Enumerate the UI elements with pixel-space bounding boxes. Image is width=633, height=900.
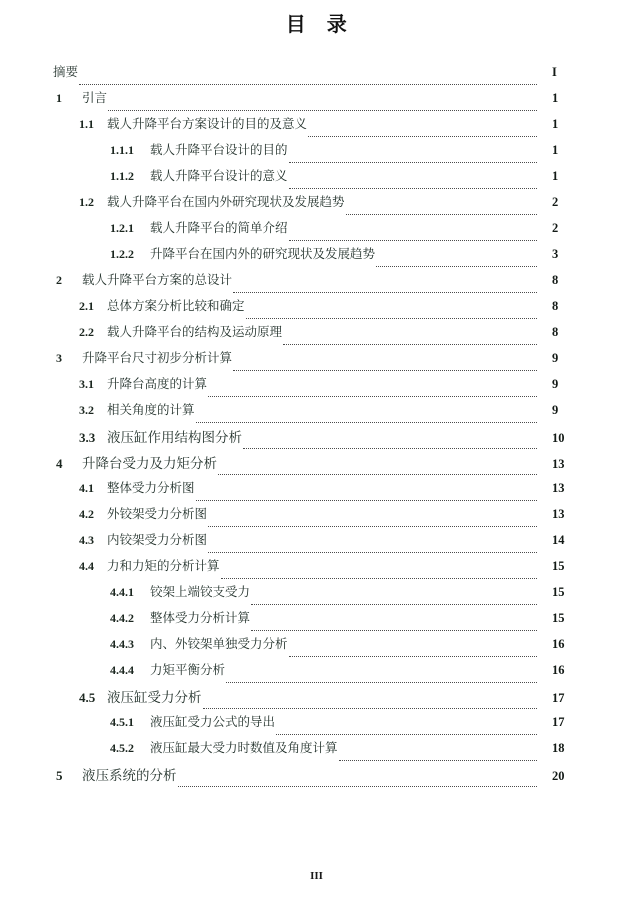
- toc-entry[interactable]: [0, 296, 633, 322]
- toc-entry-page-number: 14: [552, 533, 565, 547]
- toc-entry-number: 4.1: [79, 481, 94, 495]
- toc-leader-dots: [346, 213, 537, 215]
- toc-entry-number: 2: [56, 273, 62, 287]
- toc-entry-page-number: 1: [552, 117, 559, 131]
- toc-entry-label: 外铰架受力分析图: [107, 507, 208, 521]
- toc-entry-number: 3: [56, 351, 62, 365]
- toc-leader-dots: [251, 629, 537, 631]
- toc-entry-page-number: 15: [552, 611, 565, 625]
- toc-entry[interactable]: [0, 374, 633, 400]
- toc-entry-label: 液压缸受力公式的导出: [150, 715, 276, 729]
- toc-entry-page-number: I: [552, 65, 557, 79]
- toc-entry-page-number: 9: [552, 377, 559, 391]
- toc-entry[interactable]: [0, 166, 633, 192]
- toc-entry-number: 2.1: [79, 299, 94, 313]
- toc-entry[interactable]: [0, 686, 633, 712]
- toc-entry-number: 4.4.2: [110, 611, 134, 625]
- toc-entry-label: 液压系统的分析: [82, 768, 177, 783]
- toc-entry-label: 升降平台在国内外的研究现状及发展趋势: [150, 247, 376, 261]
- toc-entry-number: 1.1.2: [110, 169, 134, 183]
- toc-entry-label: 升降平台尺寸初步分析计算: [82, 351, 233, 365]
- toc-entry-number: 1: [56, 91, 62, 105]
- toc-entry-label: 整体受力分析计算: [150, 611, 251, 625]
- toc-entry-page-number: 8: [552, 325, 559, 339]
- toc-entry[interactable]: [0, 218, 633, 244]
- toc-entry-label: 力矩平衡分析: [150, 663, 226, 677]
- toc-entry[interactable]: [0, 634, 633, 660]
- toc-entry-page-number: 18: [552, 741, 565, 755]
- toc-entry-label: 引言: [82, 91, 108, 105]
- toc-entry-page-number: 2: [552, 195, 559, 209]
- toc-entry-number: 4.4.3: [110, 637, 134, 651]
- toc-entry-page-number: 10: [552, 431, 565, 445]
- toc-entry-number: 4.4: [79, 559, 94, 573]
- toc-entry-number: 1.2: [79, 195, 94, 209]
- toc-entry-page-number: 20: [552, 769, 565, 783]
- toc-entry[interactable]: [0, 764, 633, 790]
- toc-entry[interactable]: [0, 712, 633, 738]
- toc-leader-dots: [196, 421, 537, 423]
- toc-entry[interactable]: [0, 270, 633, 296]
- toc-entry-label: 内、外铰架单独受力分析: [150, 637, 288, 651]
- toc-entry[interactable]: [0, 322, 633, 348]
- toc-entry-page-number: 1: [552, 143, 559, 157]
- toc-entry[interactable]: [0, 348, 633, 374]
- toc-entry[interactable]: [0, 62, 633, 88]
- toc-leader-dots: [79, 83, 537, 85]
- toc-entry-number: 4.5.2: [110, 741, 134, 755]
- page-folio: III: [310, 870, 323, 882]
- toc-entry[interactable]: [0, 478, 633, 504]
- table-of-contents: [0, 62, 633, 790]
- toc-entry-number: 3.1: [79, 377, 94, 391]
- toc-entry[interactable]: [0, 738, 633, 764]
- toc-leader-dots: [203, 707, 538, 709]
- toc-leader-dots: [208, 551, 537, 553]
- toc-entry-label: 内铰架受力分析图: [107, 533, 208, 547]
- toc-entry-page-number: 8: [552, 273, 559, 287]
- toc-entry-number: 4.4.1: [110, 585, 134, 599]
- toc-entry-number: 1.1: [79, 117, 94, 131]
- toc-leader-dots: [289, 655, 537, 657]
- toc-entry-number: 4.3: [79, 533, 94, 547]
- toc-entry-page-number: 3: [552, 247, 559, 261]
- toc-entry-page-number: 13: [552, 507, 565, 521]
- toc-leader-dots: [208, 395, 537, 397]
- toc-entry-label: 载人升降平台在国内外研究现状及发展趋势: [107, 195, 345, 209]
- toc-leader-dots: [233, 291, 537, 293]
- toc-leader-dots: [308, 135, 537, 137]
- toc-entry-number: 5: [56, 768, 63, 783]
- toc-entry-label: 整体受力分析图: [107, 481, 195, 495]
- toc-entry-number: 4.5.1: [110, 715, 134, 729]
- toc-entry-label: 液压缸作用结构图分析: [107, 430, 242, 445]
- toc-leader-dots: [289, 239, 537, 241]
- toc-entry-page-number: 9: [552, 403, 559, 417]
- toc-leader-dots: [246, 317, 537, 319]
- toc-entry-label: 载人升降平台设计的目的: [150, 143, 288, 157]
- toc-entry-label: 升降台受力及力矩分析: [82, 456, 217, 471]
- toc-entry-label: 铰架上端铰支受力: [150, 585, 251, 599]
- toc-entry[interactable]: [0, 426, 633, 452]
- toc-entry[interactable]: [0, 88, 633, 114]
- toc-leader-dots: [178, 785, 538, 787]
- toc-leader-dots: [289, 187, 537, 189]
- toc-leader-dots: [233, 369, 537, 371]
- toc-entry[interactable]: [0, 556, 633, 582]
- toc-entry-number: 4.5: [79, 690, 96, 705]
- toc-entry-page-number: 8: [552, 299, 559, 313]
- toc-leader-dots: [218, 473, 537, 475]
- toc-leader-dots: [226, 681, 537, 683]
- toc-entry-number: 4.4.4: [110, 663, 134, 677]
- toc-entry-label: 载人升降平台设计的意义: [150, 169, 288, 183]
- toc-leader-dots: [289, 161, 537, 163]
- toc-entry-page-number: 1: [552, 169, 559, 183]
- toc-entry-number: 4: [56, 456, 63, 471]
- toc-entry-page-number: 17: [552, 715, 565, 729]
- toc-leader-dots: [276, 733, 537, 735]
- toc-entry-number: 1.1.1: [110, 143, 134, 157]
- toc-entry[interactable]: [0, 504, 633, 530]
- toc-entry-number: 3.2: [79, 403, 94, 417]
- toc-leader-dots: [196, 499, 537, 501]
- toc-entry-number: 2.2: [79, 325, 94, 339]
- toc-leader-dots: [108, 109, 537, 111]
- toc-entry-label: 载人升降平台方案设计的目的及意义: [107, 117, 308, 131]
- toc-entry-page-number: 17: [552, 691, 565, 705]
- toc-entry-label: 液压缸最大受力时数值及角度计算: [150, 741, 338, 755]
- toc-leader-dots: [251, 603, 537, 605]
- toc-leader-dots: [208, 525, 537, 527]
- toc-entry[interactable]: [0, 192, 633, 218]
- toc-entry[interactable]: [0, 608, 633, 634]
- toc-entry-number: 1.2.1: [110, 221, 134, 235]
- toc-entry-number: 3.3: [79, 430, 96, 445]
- toc-entry[interactable]: [0, 530, 633, 556]
- toc-entry-label: 力和力矩的分析计算: [107, 559, 220, 573]
- toc-entry-number: 4.2: [79, 507, 94, 521]
- toc-entry-page-number: 1: [552, 91, 559, 105]
- page-title: 目 录: [285, 14, 348, 36]
- toc-entry-page-number: 13: [552, 481, 565, 495]
- toc-entry-label: 相关角度的计算: [107, 403, 195, 417]
- toc-leader-dots: [243, 447, 537, 449]
- toc-entry-page-number: 9: [552, 351, 559, 365]
- toc-leader-dots: [376, 265, 537, 267]
- toc-entry-label: 总体方案分析比较和确定: [107, 299, 245, 313]
- toc-entry-page-number: 2: [552, 221, 559, 235]
- toc-entry[interactable]: [0, 452, 633, 478]
- toc-entry-label: 摘要: [53, 65, 79, 79]
- toc-entry-page-number: 15: [552, 585, 565, 599]
- toc-entry-label: 载人升降平台方案的总设计: [82, 273, 233, 287]
- toc-leader-dots: [283, 343, 537, 345]
- toc-entry-page-number: 16: [552, 663, 565, 677]
- toc-entry[interactable]: [0, 244, 633, 270]
- toc-entry-page-number: 16: [552, 637, 565, 651]
- toc-entry-label: 升降台高度的计算: [107, 377, 208, 391]
- toc-entry[interactable]: [0, 140, 633, 166]
- toc-entry-page-number: 13: [552, 457, 565, 471]
- toc-entry[interactable]: [0, 114, 633, 140]
- toc-leader-dots: [339, 759, 537, 761]
- toc-entry[interactable]: [0, 582, 633, 608]
- toc-entry-label: 液压缸受力分析: [107, 690, 202, 705]
- toc-entry[interactable]: [0, 660, 633, 686]
- toc-entry-number: 1.2.2: [110, 247, 134, 261]
- toc-leader-dots: [221, 577, 537, 579]
- toc-entry-label: 载人升降平台的简单介绍: [150, 221, 288, 235]
- toc-entry-page-number: 15: [552, 559, 565, 573]
- toc-entry[interactable]: [0, 400, 633, 426]
- toc-entry-label: 载人升降平台的结构及运动原理: [107, 325, 283, 339]
